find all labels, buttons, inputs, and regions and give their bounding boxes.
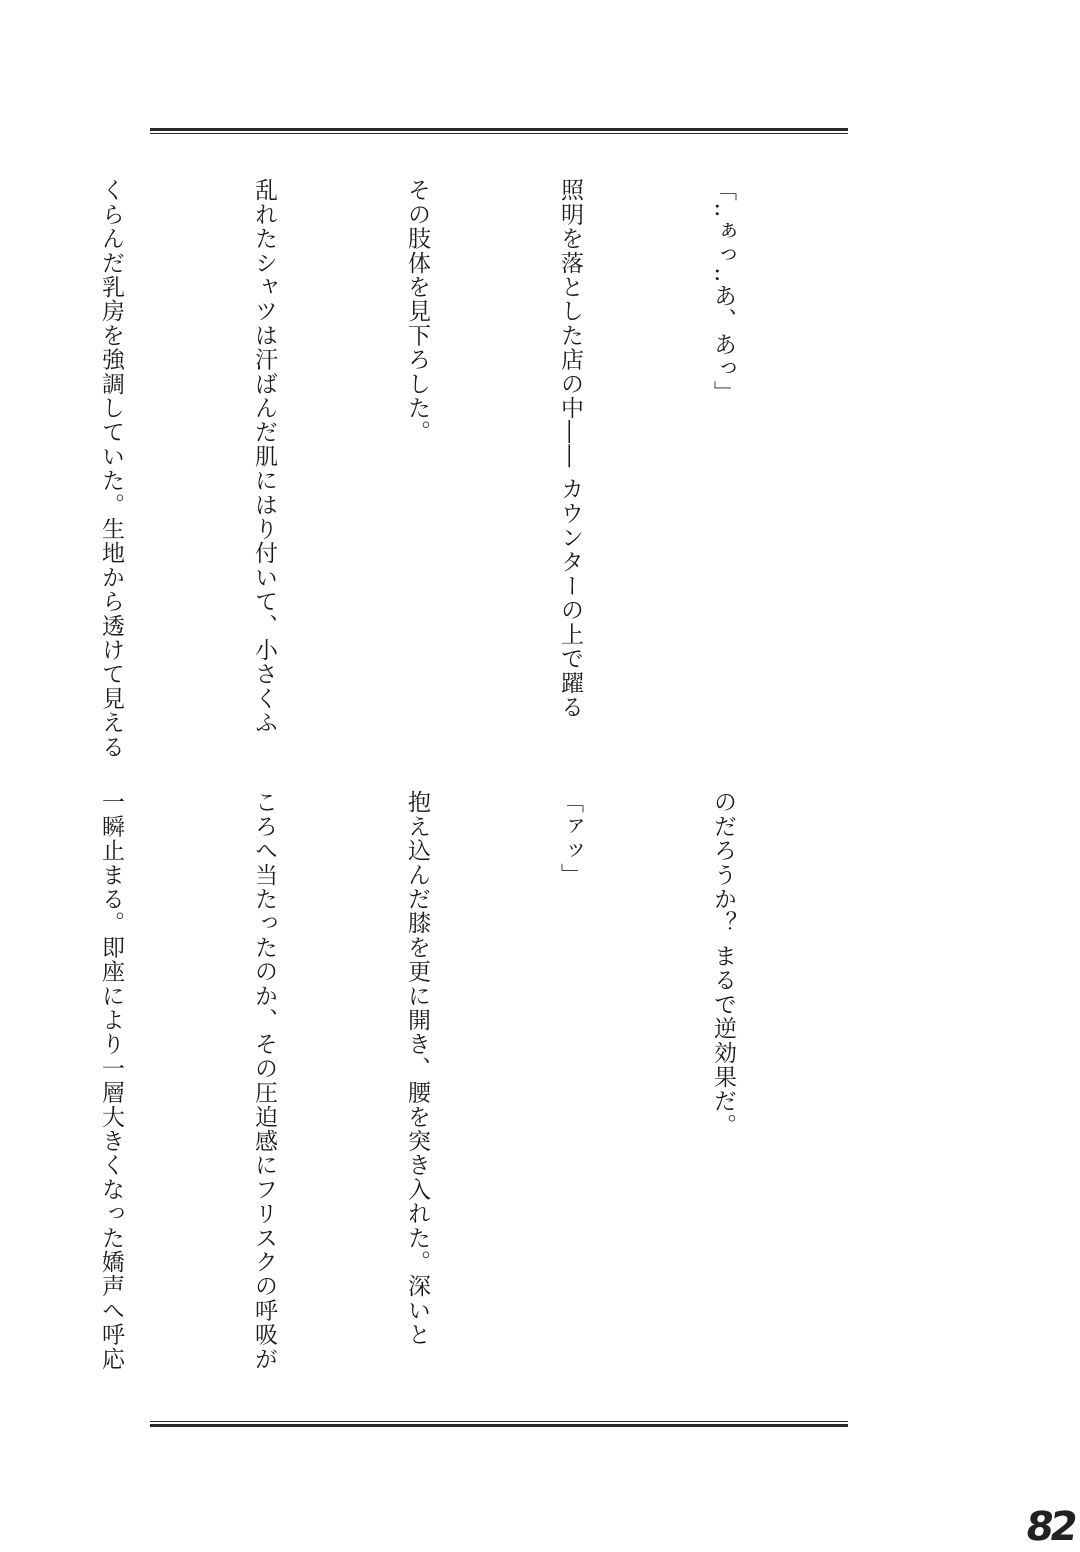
top-double-rule	[150, 128, 848, 135]
text-line: 乱れたシャツは汗ばんだ肌にはり付いて、小さくふ	[251, 178, 277, 735]
text-line: のだろうか？ まるで逆効果だ。	[710, 790, 736, 1138]
page-number: 82	[1023, 1504, 1078, 1550]
text-line: 照明を落とした店の中―― カウンターの上で躍る	[557, 178, 583, 719]
bottom-rule-thin-line	[150, 1421, 848, 1422]
text-line: 一瞬止まる。即座により一層大きくなった嬌声へ呼応	[98, 790, 124, 1371]
bottom-double-rule	[150, 1421, 848, 1428]
top-rule-thin-line	[150, 133, 848, 134]
top-rule-thick-line	[150, 128, 848, 131]
text-line: 「ァッ」	[557, 790, 583, 887]
text-line: ころへ当たったのか、その圧迫感にフリスクの呼吸が	[251, 790, 277, 1371]
text-line: くらんだ乳房を強調していた。生地から透けて見える	[98, 178, 124, 759]
text-line: 「‥ぁっ‥あ、あっ」	[710, 178, 736, 405]
text-line: その肢体を見下ろした。	[404, 178, 430, 445]
text-block-top	[98, 178, 850, 759]
bottom-rule-thick-line	[150, 1424, 848, 1427]
text-line: 抱え込んだ膝を更に開き、腰を突き入れた。深いと	[404, 790, 430, 1347]
text-block-bottom	[98, 790, 850, 1390]
